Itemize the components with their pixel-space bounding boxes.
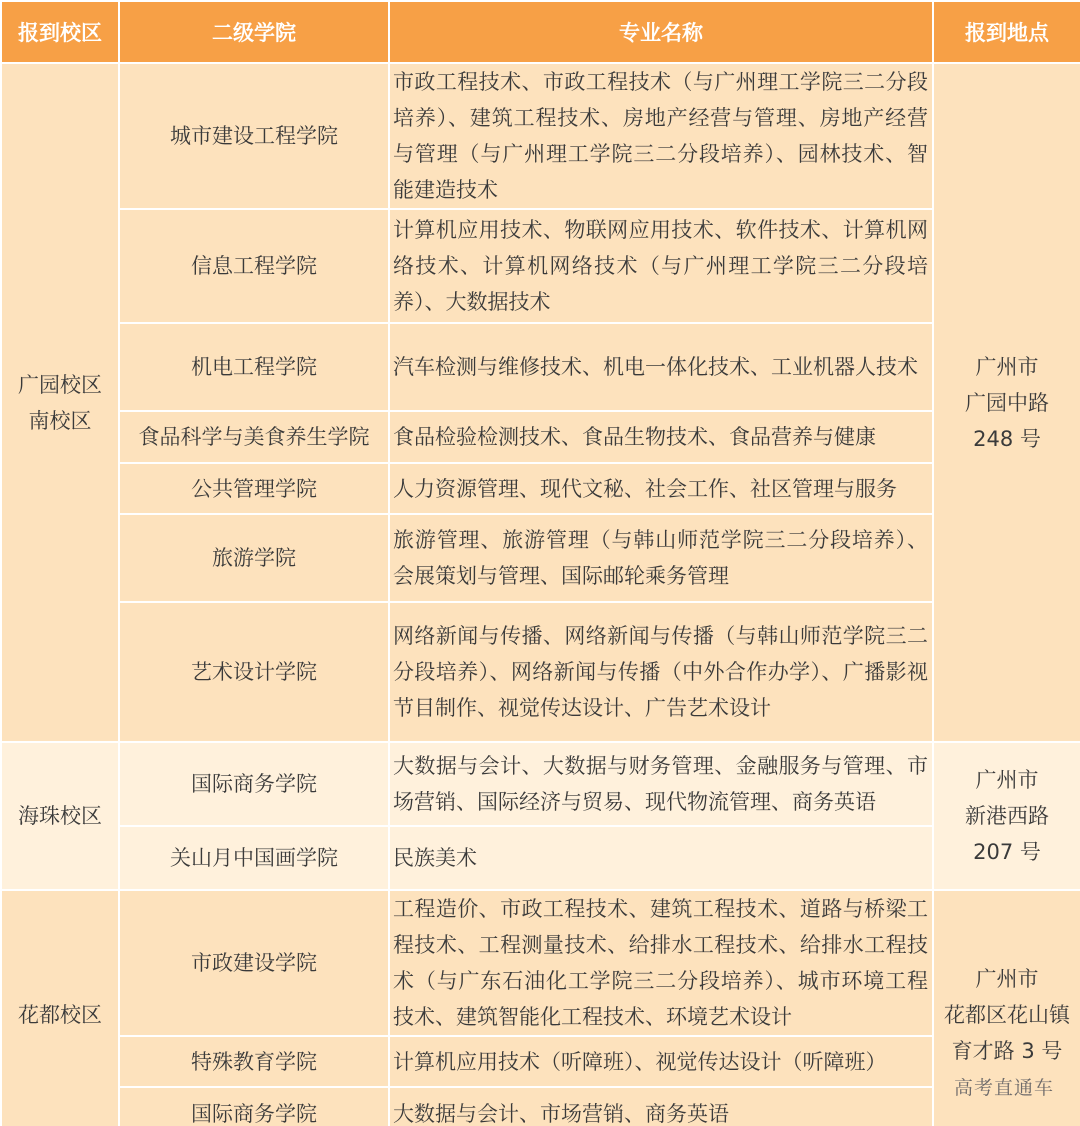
location-line: 248 号 xyxy=(973,426,1041,451)
table-row xyxy=(1,463,1080,514)
table-row xyxy=(1,602,1080,742)
college-cell: 市政建设学院 xyxy=(119,890,389,1036)
campus-name-line: 海珠校区 xyxy=(18,804,102,828)
location-line: 育才路 3 号 xyxy=(951,1039,1063,1063)
location-cell xyxy=(933,890,1080,1126)
college-cell: 城市建设工程学院 xyxy=(119,63,389,209)
campus-cell xyxy=(1,890,119,1126)
campus-name-line: 花都校区 xyxy=(18,1003,102,1027)
location-line: 花都区花山镇 xyxy=(944,1003,1070,1027)
location-line: 广州市 xyxy=(975,768,1039,792)
header-college: 二级学院 xyxy=(119,1,389,63)
college-cell: 旅游学院 xyxy=(119,514,389,602)
college-cell: 食品科学与美食养生学院 xyxy=(119,411,389,463)
table-row xyxy=(1,63,1080,209)
table-row xyxy=(1,323,1080,411)
college-cell: 信息工程学院 xyxy=(119,209,389,323)
campus-name-line: 南校区 xyxy=(28,408,92,433)
major-cell: 民族美术 xyxy=(389,826,933,890)
header-row xyxy=(1,1,1080,63)
major-cell: 工程造价、市政工程技术、建筑工程技术、道路与桥梁工程技术、工程测量技术、给排水工程技术、给排水工程技术（与广东石油化工学院三二分段培养）、城市环境工程技术、建筑智能化工程技术、环境艺术设计 xyxy=(389,890,933,1036)
major-cell: 人力资源管理、现代文秘、社会工作、社区管理与服务 xyxy=(389,463,933,514)
major-cell: 计算机应用技术（听障班）、视觉传达设计（听障班） xyxy=(389,1036,933,1087)
location-line: 广园中路 xyxy=(965,390,1049,415)
table-row xyxy=(1,742,1080,826)
major-cell: 旅游管理、旅游管理（与韩山师范学院三二分段培养）、会展策划与管理、国际邮轮乘务管理 xyxy=(389,514,933,602)
header-campus: 报到校区 xyxy=(1,1,119,63)
watermark-text: 高考直通车 xyxy=(953,1077,1054,1099)
location-line: 新港西路 xyxy=(965,804,1049,828)
table-row xyxy=(1,514,1080,602)
major-cell: 食品检验检测技术、食品生物技术、食品营养与健康 xyxy=(389,411,933,463)
campus-group-huadu xyxy=(1,890,1080,1126)
college-cell: 机电工程学院 xyxy=(119,323,389,411)
campus-name-line: 广园校区 xyxy=(18,372,102,397)
major-cell: 计算机应用技术、物联网应用技术、软件技术、计算机网络技术、计算机网络技术（与广州理工学院三二分段培养）、大数据技术 xyxy=(389,209,933,323)
college-cell: 公共管理学院 xyxy=(119,463,389,514)
header-major: 专业名称 xyxy=(389,1,933,63)
college-cell: 特殊教育学院 xyxy=(119,1036,389,1087)
table-row xyxy=(1,1036,1080,1087)
table-row xyxy=(1,890,1080,1036)
major-cell: 市政工程技术、市政工程技术（与广州理工学院三二分段培养）、建筑工程技术、房地产经营与管理、房地产经营与管理（与广州理工学院三二分段培养）、园林技术、智能建造技术 xyxy=(389,63,933,209)
location-cell xyxy=(933,63,1080,742)
major-cell: 网络新闻与传播、网络新闻与传播（与韩山师范学院三二分段培养）、网络新闻与传播（中外合作办学）、广播影视节目制作、视觉传达设计、广告艺术设计 xyxy=(389,602,933,742)
table-row xyxy=(1,826,1080,890)
college-cell: 国际商务学院 xyxy=(119,1087,389,1126)
table-row xyxy=(1,1087,1080,1126)
table-row xyxy=(1,411,1080,463)
campus-group-guangyuan xyxy=(1,63,1080,742)
campus-cell xyxy=(1,63,119,742)
college-cell: 艺术设计学院 xyxy=(119,602,389,742)
location-line: 广州市 xyxy=(975,354,1039,379)
location-cell xyxy=(933,742,1080,890)
major-cell: 汽车检测与维修技术、机电一体化技术、工业机器人技术 xyxy=(389,323,933,411)
campus-cell xyxy=(1,742,119,890)
campus-group-haizhu xyxy=(1,742,1080,890)
location-line: 207 号 xyxy=(973,840,1041,864)
college-cell: 关山月中国画学院 xyxy=(119,826,389,890)
table-row xyxy=(1,209,1080,323)
major-cell: 大数据与会计、大数据与财务管理、金融服务与管理、市场营销、国际经济与贸易、现代物流管理、商务英语 xyxy=(389,742,933,826)
header-location: 报到地点 xyxy=(933,1,1080,63)
college-cell: 国际商务学院 xyxy=(119,742,389,826)
location-line: 广州市 xyxy=(975,967,1039,991)
major-cell: 大数据与会计、市场营销、商务英语 xyxy=(389,1087,933,1126)
